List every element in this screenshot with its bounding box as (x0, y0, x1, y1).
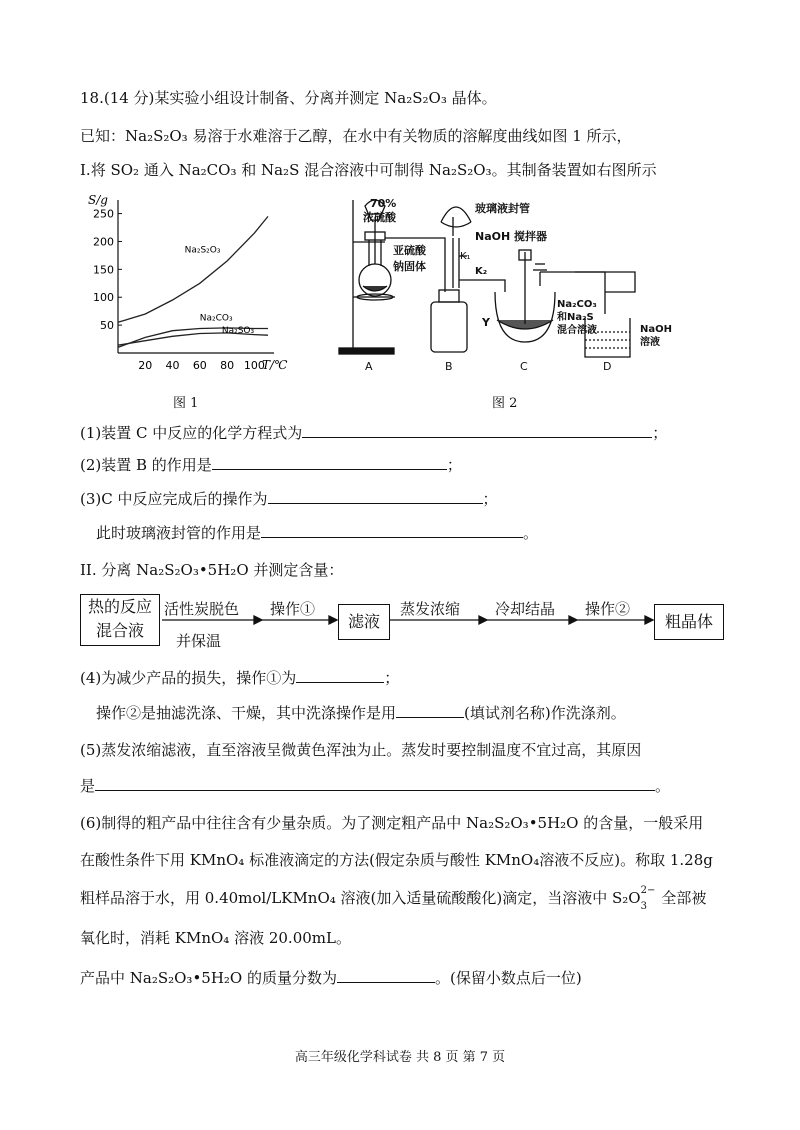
x-tick-label: 40 (165, 359, 180, 372)
part2-heading: II. 分离 Na₂S₂O₃•5H₂O 并测定含量： (80, 561, 344, 579)
q6-line2: 在酸性条件下用 KMnO₄ 标准液滴定的方法(假定杂质与酸性 KMnO₄溶液不反应)。称取 1.28g (80, 851, 713, 869)
label-c: C (520, 360, 528, 373)
x-axis-label: T/℃ (262, 358, 288, 372)
q6-line1: (6)制得的粗产品中往往含有少量杂质。为了测定粗产品中 Na₂S₂O₃•5H₂O 的含量，一般采用 (80, 814, 704, 832)
tube-label: 玻璃液封管 (475, 202, 530, 215)
mix-label-3: 混合溶液 (557, 325, 597, 336)
y-tick-label: 50 (100, 319, 114, 333)
label-a: A (365, 360, 373, 373)
flow-box-filtrate: 滤液 (338, 604, 390, 640)
q3b: 此时玻璃液封管的作用是 。 (96, 524, 539, 542)
flow-arrow1-bottom: 并保温 (176, 632, 222, 650)
y-tick-label: 250 (93, 207, 114, 221)
q5b: 是 。 (80, 777, 671, 795)
q2: (2)装置 B 的作用是 ； (80, 456, 462, 474)
part1-text: I.将 SO₂ 通入 Na₂CO₃ 和 Na₂S 混合溶液中可制得 Na₂S₂O₃。其制备装置如右图所示 (80, 161, 657, 179)
x-tick-label: 20 (138, 359, 153, 372)
q6-line3: 粗样品溶于水，用 0.40mol/LKMnO₄ 溶液(加入适量硫酸酸化)滴定，当溶液中 S₂O 2− 3 全部被 (80, 885, 707, 912)
y-tick-label: 100 (93, 291, 114, 305)
question-title: 18.(14 分)某实验小组设计制备、分离并测定 Na₂S₂O₃ 晶体。 (80, 89, 497, 107)
flow-box1-l1: 热的反应 (87, 597, 152, 616)
x-tick-label: 100 (243, 359, 265, 372)
flow-arrow4: 冷却结晶 (495, 600, 556, 618)
acid-label-2: 浓硫酸 (363, 211, 396, 224)
q6-answer-line: 产品中 Na₂S₂O₃•5H₂O 的质量分数为 。(保留小数点后一位) (80, 969, 582, 987)
flow-arrow5: 操作② (585, 600, 631, 618)
flow-arrow3: 蒸发浓缩 (400, 600, 461, 618)
label-b: B (445, 360, 453, 373)
series-label-0: Na₂S₂O₃ (184, 245, 221, 256)
flow-arrow2: 操作① (270, 600, 316, 618)
naoh-sol-label-1: NaOH (640, 324, 672, 335)
k1-label: K₁ (460, 251, 471, 262)
q1: (1)装置 C 中反应的化学方程式为 ； (80, 424, 668, 442)
naoh-stir-label: NaOH 搅拌器 (475, 230, 548, 243)
label-d: D (603, 360, 612, 373)
known-text: 已知：Na₂S₂O₃ 易溶于水难溶于乙醇，在水中有关物质的溶解度曲线如图 1 所示， (80, 127, 632, 145)
q6-line4: 氧化时，消耗 KMnO₄ 溶液 20.00mL。 (80, 929, 351, 947)
acid-label-1: 70% (370, 197, 397, 210)
flow-box1-l2: 混合液 (95, 621, 144, 640)
fig2-caption: 图 2 (492, 396, 518, 411)
q3: (3)C 中反应完成后的操作为 ； (80, 490, 498, 508)
x-tick-label: 80 (220, 359, 235, 372)
naoh-sol-label-2: 溶液 (640, 337, 660, 348)
q5: (5)蒸发浓缩滤液，直至溶液呈微黄色浑浊为止。蒸发时要控制温度不宜过高，其原因 (80, 741, 642, 759)
q4b: 操作②是抽滤洗涤、干燥，其中洗涤操作是用 (填试剂名称)作洗涤剂。 (96, 704, 626, 722)
mix-label-1: Na₂CO₃ (557, 299, 597, 310)
flow-arrows (80, 592, 730, 652)
flow-box-crude-crystal: 粗晶体 (654, 604, 724, 640)
separation-flowchart (80, 592, 730, 652)
flow-arrow1-top: 活性炭脱色 (164, 600, 240, 618)
y-tick-label: 150 (93, 263, 114, 277)
solubility-chart (80, 193, 288, 375)
x-tick-label: 60 (192, 359, 207, 372)
mix-label-2: 和Na₂S (557, 312, 594, 323)
apparatus-diagram (335, 192, 705, 382)
series-label-1: Na₂CO₃ (199, 313, 233, 324)
y-label: Y (482, 316, 490, 329)
y-axis-label: S/g (88, 193, 108, 207)
solid-label-2: 钠固体 (393, 260, 426, 273)
apparatus-b (431, 207, 505, 352)
y-tick-label: 200 (93, 235, 114, 249)
series-label-2: Na₂SO₃ (221, 325, 255, 336)
k2-label: K₂ (475, 266, 488, 277)
fig1-caption: 图 1 (173, 396, 199, 411)
solid-label-1: 亚硫酸 (393, 244, 426, 257)
series-line-0 (118, 216, 268, 322)
page-footer: 高三年级化学科试卷 共 8 页 第 7 页 (294, 1050, 506, 1065)
q4: (4)为减少产品的损失，操作①为 ； (80, 669, 400, 687)
